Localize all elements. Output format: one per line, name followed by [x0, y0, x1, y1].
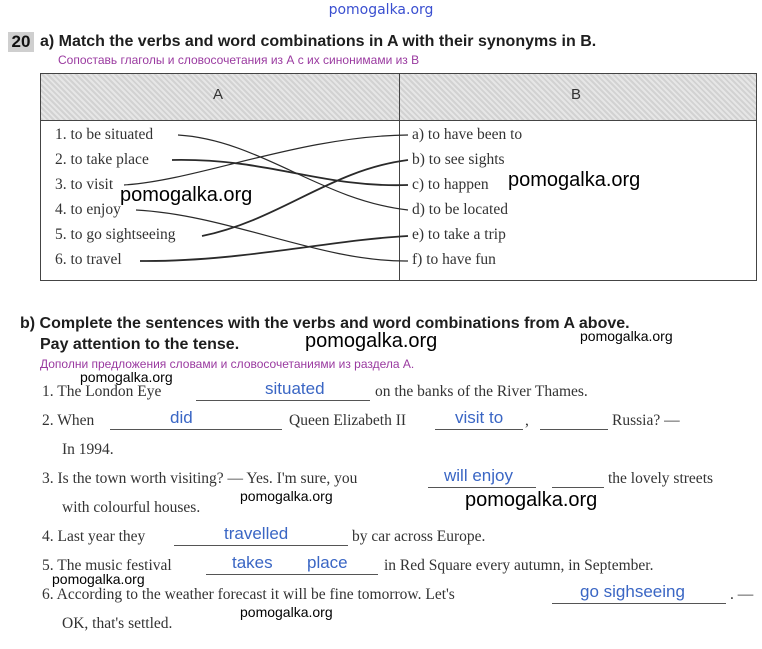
column-a-header: A	[213, 86, 224, 103]
sentence-3-end: the lovely streets	[608, 470, 714, 487]
column-b-item: a) to have been to	[412, 126, 523, 143]
match-line-4-f	[136, 210, 408, 261]
answer-blank-2b[interactable]	[435, 429, 523, 430]
answer-5b: place	[307, 553, 348, 572]
answer-blank-3b[interactable]	[552, 487, 604, 488]
column-a-item: 1. to be situated	[55, 126, 154, 143]
column-a-item: 4. to enjoy	[55, 201, 121, 218]
sentence-2-reply: In 1994.	[62, 441, 114, 458]
answer-3: will enjoy	[444, 466, 513, 485]
column-b-item: c) to happen	[412, 176, 489, 193]
sentence-6-reply: OK, that's settled.	[62, 615, 173, 632]
sentence-2-comma: ,	[525, 412, 529, 429]
sentence-1-end: on the banks of the River Thames.	[375, 383, 588, 400]
column-b-header: B	[571, 86, 582, 103]
part-b-subheading: Дополни предложения словами и словосочетаниями из раздела А.	[40, 357, 415, 371]
part-b-heading-line2: Pay attention to the tense.	[40, 336, 240, 353]
part-a-heading: a) Match the verbs and word combinations in A with their synonyms in B.	[40, 33, 597, 50]
answer-blank-3a[interactable]	[428, 487, 536, 488]
answer-blank-4[interactable]	[174, 545, 348, 546]
sentence-1-start: 1. The London Eye	[42, 383, 162, 400]
answer-blank-1[interactable]	[196, 400, 370, 401]
sentence-2-start: 2. When	[42, 412, 95, 429]
watermark: pomogalka.org	[120, 184, 253, 206]
part-b-heading: b) Complete the sentences with the verbs and word combinations from A above.	[20, 315, 630, 332]
answer-blank-2c[interactable]	[540, 429, 608, 430]
answer-6: go sighseeing	[580, 582, 685, 601]
column-b-item: b) to see sights	[412, 151, 505, 168]
column-b-item: d) to be located	[412, 201, 508, 218]
sentence-5-end: in Red Square every autumn, in September.	[384, 557, 654, 574]
sentence-2-end: Russia? —	[612, 412, 680, 429]
sentence-2-middle: Queen Elizabeth II	[289, 412, 407, 429]
column-a-item: 5. to go sightseeing	[55, 226, 176, 243]
watermark: pomogalka.org	[305, 330, 438, 352]
match-line-6-e	[140, 236, 408, 261]
sentence-6-start: 6. According to the weather forecast it will be fine tomorrow. Let's	[42, 586, 455, 603]
matching-lines	[0, 0, 762, 300]
answer-1: situated	[265, 379, 325, 398]
answer-4: travelled	[224, 524, 289, 543]
watermark: pomogalka.org	[80, 369, 173, 385]
sentence-5-start: 5. The music festival	[42, 557, 172, 574]
match-line-2-c	[172, 160, 408, 185]
answer-blank-6[interactable]	[552, 603, 726, 604]
column-b-item: e) to take a trip	[412, 226, 506, 243]
sentence-4-end: by car across Europe.	[352, 528, 486, 545]
sentence-3-line2: with colourful houses.	[62, 499, 201, 516]
answer-blank-5[interactable]	[206, 574, 378, 575]
column-b-item: f) to have fun	[412, 251, 496, 268]
watermark: pomogalka.org	[52, 571, 145, 587]
watermark: pomogalka.org	[508, 169, 641, 191]
answer-2b: visit to	[455, 408, 504, 427]
column-a-item: 2. to take place	[55, 151, 149, 168]
watermark: pomogalka.org	[465, 489, 598, 511]
site-watermark-top[interactable]: pomogalka.org	[328, 2, 434, 18]
part-a-subheading: Сопоставь глаголы и словосочетания из А с их синонимами из В	[58, 53, 420, 67]
column-a-item: 6. to travel	[55, 251, 122, 268]
exercise-number: 20	[8, 32, 34, 52]
answer-blank-2a[interactable]	[110, 429, 282, 430]
answer-2a: did	[170, 408, 193, 427]
sentence-3-start: 3. Is the town worth visiting? — Yes. I'm sure, you	[42, 470, 358, 487]
sentence-4-start: 4. Last year they	[42, 528, 146, 545]
watermark: pomogalka.org	[240, 604, 333, 620]
answer-5a: takes	[232, 553, 273, 572]
column-a-item: 3. to visit	[55, 176, 114, 193]
watermark: pomogalka.org	[580, 328, 673, 344]
watermark: pomogalka.org	[240, 488, 333, 504]
sentence-6-end: . —	[730, 586, 754, 603]
